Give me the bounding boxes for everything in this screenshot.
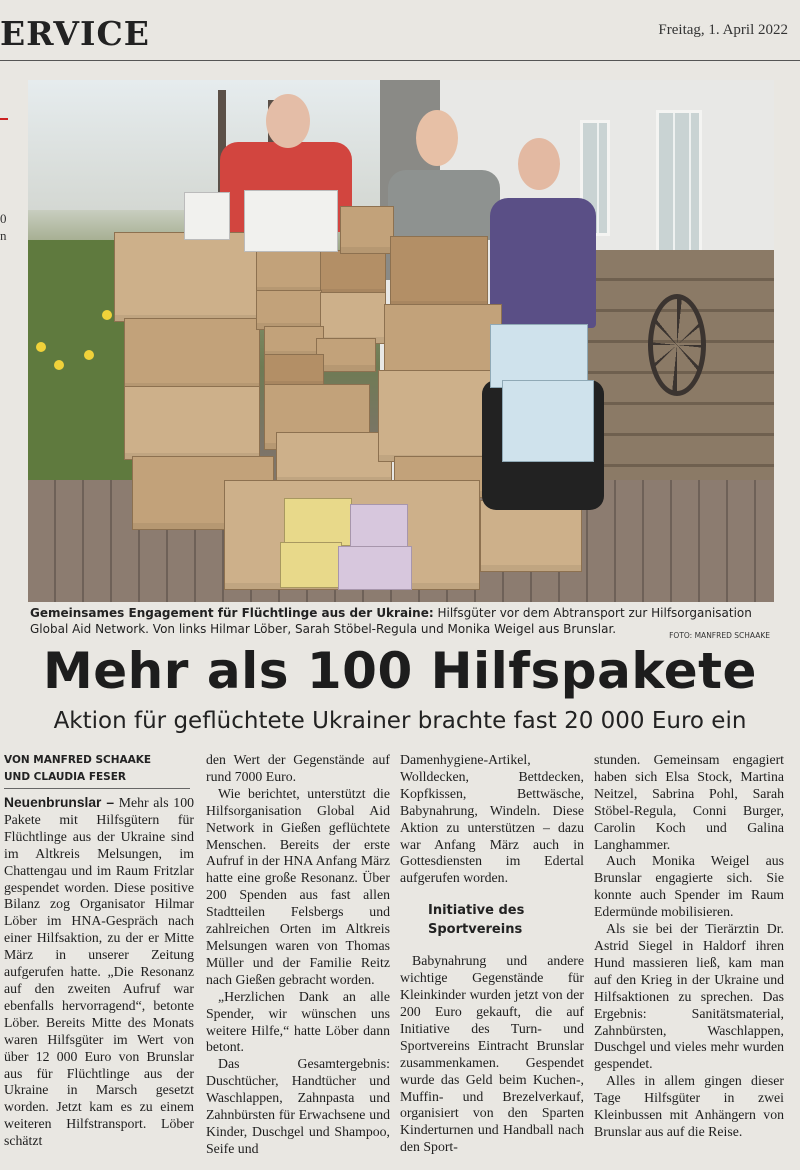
person-sarah [388, 170, 500, 240]
photo-credit: FOTO: MANFRED SCHAAKE [669, 631, 770, 640]
subheadline: Aktion für geflüchtete Ukrainer brachte fast 20 000 Euro ein [53, 708, 747, 734]
cardboard-box [378, 370, 492, 462]
person-head [416, 110, 458, 166]
paragraph: Wie berichtet, unterstützt die Hilfsorganisation Global Aid Network in Gießen geflüchtete Menschen. Bereits der erste Aufruf in der HNA Anfang März hatte eine große Resonanz. Über 200 Spenden aus fast allen Stadtteilen Felsbergs und zahlreichen Orten im Altkreis Melsungen waren von Thomas Müller und der Familie Reitz nach Gießen gebracht worden. [206, 785, 390, 987]
paragraph-text: Mehr als 100 Pakete mit Hilfsgütern für Flüchtlinge aus der Ukraine sind im Altkreis Melsungen, im Chattengau und im Raum Fritzlar gespendet worden. Diese positive Bilanz zog Organisator Hilmar Löber im HNA-Gespräch nach einer Hilfsaktion, zu der er Mitte März in unserer Zeitung aufgerufen hatte. „Die Resonanz auf den zweiten Aufruf war ebenfalls hervorragend“, betonte Löber. Bereits Mitte des Monats waren Hilfsgüter im Wert von über 12 000 Euro von Brunslar aus für Flüchtlinge aus der Ukraine in Marsch gesetzt worden. Jetzt kam es zu einem weiteren Hilfstransport. Löber schätzt [4, 795, 194, 1149]
diaper-pack [244, 190, 338, 252]
cardboard-box [320, 292, 386, 344]
photo-caption [30, 605, 775, 637]
article-column-1 [4, 752, 194, 1150]
byline-author-2: UND CLAUDIA FESER [4, 771, 126, 783]
article-photo [28, 80, 774, 602]
diaper-pack [338, 546, 412, 590]
cardboard-box [340, 206, 394, 254]
diaper-pack [350, 504, 408, 550]
red-margin-mark [0, 118, 8, 120]
cardboard-box [264, 354, 324, 388]
diaper-pack [490, 324, 588, 388]
cardboard-box [480, 500, 582, 572]
cardboard-box [114, 232, 258, 322]
margin-fragment: n [0, 228, 7, 243]
person-head [518, 138, 560, 190]
paragraph: stunden. Gemeinsam engagiert haben sich Elsa Stock, Martina Neitzel, Sabrina Pohl, Sarah Stöbel-Regula, Conni Burger, Carolin Koch und Galina Langhammer. [594, 752, 784, 852]
headline: Mehr als 100 Hilfspakete [43, 642, 757, 700]
paragraph: Als sie bei der Tierärztin Dr. Astrid Siegel in Haldorf ihren Hund massieren ließ, kam man auf den Krieg in der Ukraine und Hilfsaktionen zu sprechen. Das Ergebnis: Sanitätsmaterial, Zahnbürsten, Waschlappen, Duschgel und vieles mehr wurden gespendet. [594, 921, 784, 1072]
diaper-pack [280, 542, 342, 588]
cardboard-box [276, 432, 392, 484]
header-rule [0, 60, 800, 61]
wagon-wheel [648, 294, 706, 396]
diaper-pack [284, 498, 352, 546]
byline-author-1: VON MANFRED SCHAAKE [4, 754, 152, 766]
daffodil [54, 360, 64, 370]
section-subtitle: Initiative des Sportvereins [428, 903, 525, 938]
dateline: Neuenbrunslar – [4, 795, 115, 810]
paragraph: „Herzlichen Dank an alle Spender, wir wünschen uns weitere Hilfe,“ hatte Löber dann betont. [206, 988, 390, 1055]
page-header [0, 0, 800, 62]
paragraph: Das Gesamtergebnis: Duschtücher, Handtücher und Waschlappen, Zahnpasta und Zahnbürsten für Erwachsene und Kinder, Duschgel und Shampoo, Seife und [206, 1056, 390, 1156]
daffodil [102, 310, 112, 320]
article-column-2 [206, 752, 390, 1158]
person-head [266, 94, 310, 148]
caption-text: Hilfsgüter vor dem Abtransport zur Hilfsorganisation Global Aid Network. Von links Hilmar Löber, Sarah Stöbel-Regula und Monika Weigel aus Brunslar. [30, 606, 752, 636]
cardboard-box [124, 318, 260, 390]
section-title: ERVICE [0, 14, 150, 53]
cardboard-box [390, 236, 488, 308]
cardboard-box [316, 338, 376, 372]
article-column-4 [594, 752, 784, 1141]
left-margin-fragments [0, 210, 10, 244]
diaper-pack [502, 380, 594, 462]
byline [4, 752, 194, 786]
paragraph: Auch Monika Weigel aus Brunslar engagierte sich. Sie konnte auch Spender im Raum Edermünde mobilisieren. [594, 853, 784, 920]
paragraph: Damenhygiene-Artikel, Wolldecken, Bettdecken, Kopfkissen, Bettwäsche, Babynahrung, Windeln. Diese Aktion zu unterstützen – dazu war Anfang März auch in Gottesdiensten im Edertal aufgerufen worden. [400, 752, 584, 886]
paragraph: Babynahrung und andere wichtige Gegenstände für Kleinkinder wurden jetzt von der 200 Euro gekauft, die auf Initiative des Turn- und Sportvereins Eintracht Brunslar zusammenkamen. Gespendet wurde das Geld beim Kuchen-, Muffin- und Brezelverkauf, organisiert von den Sparten Kinderturnen und Handball nach den Sport- [400, 953, 584, 1155]
article-column-3 [400, 752, 584, 1156]
issue-date: Freitag, 1. April 2022 [658, 22, 788, 38]
paragraph: den Wert der Gegenstände auf rund 7000 Euro. [206, 752, 390, 784]
byline-rule [4, 788, 190, 789]
daffodil [36, 342, 46, 352]
person-monika [490, 198, 596, 328]
daffodil [84, 350, 94, 360]
margin-fragment: 0 [0, 211, 7, 226]
cardboard-box [256, 290, 322, 330]
cardboard-box [384, 304, 502, 378]
photo-window [656, 110, 702, 254]
paragraph [4, 795, 194, 1150]
caption-lead: Gemeinsames Engagement für Flüchtlinge aus der Ukraine: [30, 606, 434, 620]
paragraph: Alles in allem gingen dieser Tage Hilfsgüter in zwei Kleinbussen mit Anhängern von Brunslar aus auf die Reise. [594, 1073, 784, 1139]
product-bottles [184, 192, 230, 240]
cardboard-box [320, 250, 386, 296]
cardboard-box [256, 248, 322, 294]
cardboard-box [124, 386, 260, 460]
